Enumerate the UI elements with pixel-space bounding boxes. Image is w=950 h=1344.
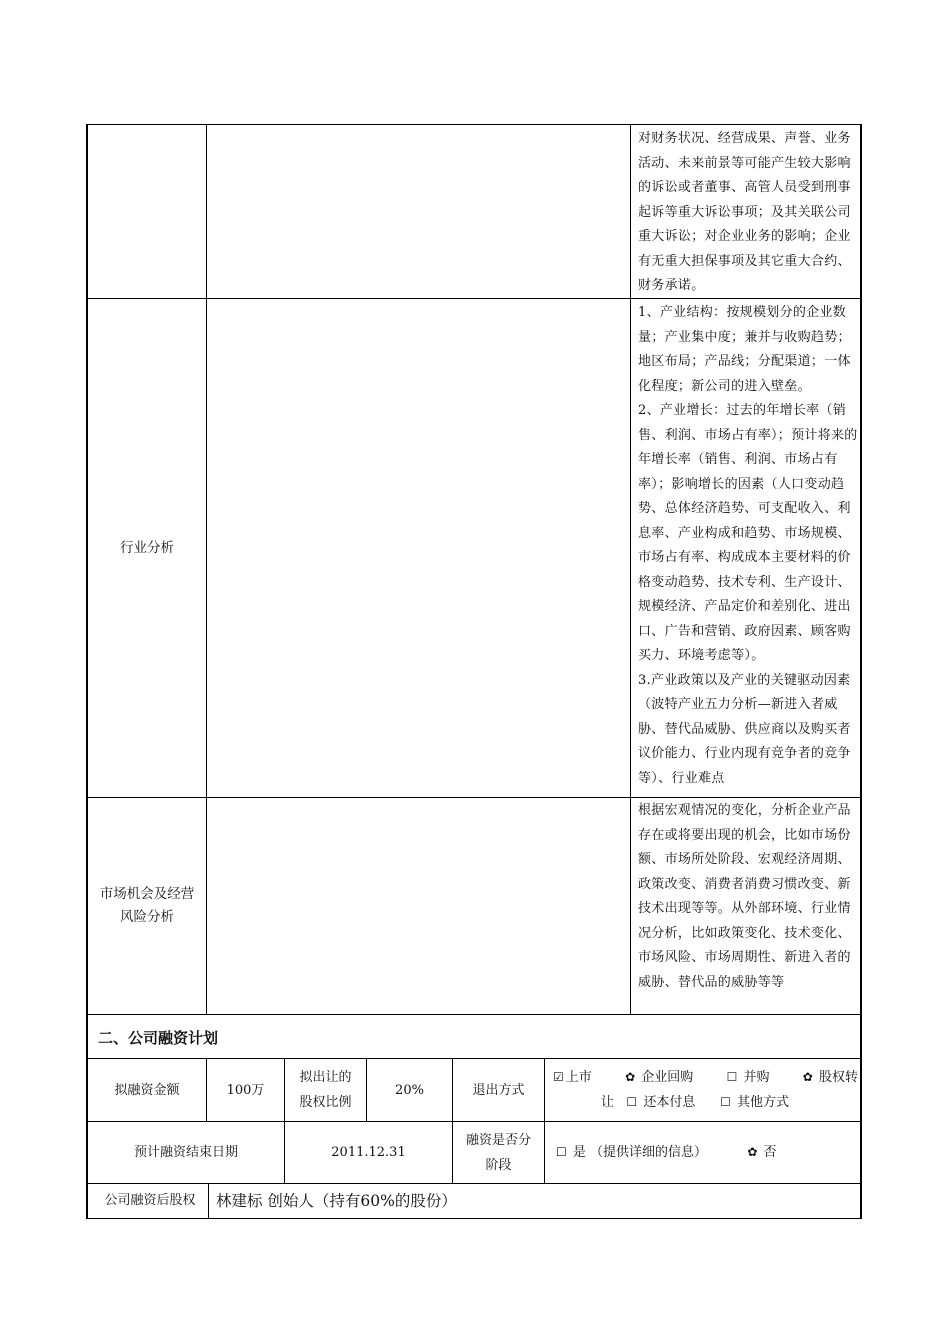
staged-option-yes-label: 是 （提供详细的信息） xyxy=(572,1145,708,1160)
exit-option-equity-transfer-label: 股权转 xyxy=(818,1070,858,1085)
equity-ratio-label-line1: 拟出让的 xyxy=(299,1070,352,1085)
industry-note-growth: 2、产业增长：过去的年增长率（销售、利润、市场占有率）；预计将来的年增长率（销售、利润、市场占有率）；影响增长的因素（人口变动趋势、总体经济趋势、可支配收入、利息率、产业构成和趋势、市场规模、市场占有率、构成成本主要材料的价格变动趋势、技术专利、生产设计、规模经济、产品定价和差别化、进出口、广告和营销、政府因素、顾客购买力、环境考虑等）。 xyxy=(638,403,858,663)
industry-note-structure: 1、产业结构：按规模划分的企业数量；产业集中度；兼并与收购趋势；地区布局；产品线；分配渠道；一体化程度；新公司的进入壁垒。 xyxy=(638,305,851,394)
staged-option-no-label: 否 xyxy=(763,1145,777,1160)
table-bottom-border xyxy=(86,1218,862,1219)
industry-analysis-notes xyxy=(638,301,858,791)
section-title-financing-plan: 二、公司融资计划 xyxy=(98,1029,219,1047)
exit-method-options xyxy=(553,1065,858,1115)
column-divider xyxy=(630,124,631,1014)
checkbox-icon: ☐ xyxy=(720,1095,731,1109)
financing-end-date-value: 2011.12.31 xyxy=(331,1145,406,1160)
column-divider xyxy=(208,1183,209,1218)
table-right-border xyxy=(860,124,862,1219)
staged-financing-label xyxy=(453,1122,544,1183)
flower-bullet-icon: ✿ xyxy=(625,1070,636,1084)
market-risk-note: 根据宏观情况的变化，分析企业产品存在或将要出现的机会，比如市场份额、市场所处阶段、宏观经济周期、政策改变、消费者消费习惯改变、新技术出现等等。从外部环境、行业情况分析，比如政策变化、技术变化、市场风险、市场周期性、新进入者的威胁、替代品的威胁等等 xyxy=(638,803,851,990)
checked-box-icon: ☑ xyxy=(553,1070,564,1084)
table-top-border xyxy=(86,124,862,125)
column-divider xyxy=(544,1058,545,1183)
financing-end-date-label: 预计融资结束日期 xyxy=(133,1145,238,1160)
exit-option-buyback[interactable] xyxy=(625,1065,693,1090)
financing-amount-value: 100万 xyxy=(226,1082,265,1098)
market-risk-label xyxy=(88,798,206,1014)
industry-analysis-label: 行业分析 xyxy=(120,539,174,556)
exit-option-other-label: 其他方式 xyxy=(737,1095,790,1110)
staged-financing-options xyxy=(556,1140,856,1165)
market-risk-label-line2: 风险分析 xyxy=(120,909,174,925)
post-financing-equity-value: 林建标 创始人（持有60%的股份） xyxy=(216,1192,457,1210)
row-divider xyxy=(86,1183,862,1184)
exit-option-repayment-label: 还本付息 xyxy=(643,1095,696,1110)
exit-option-ipo[interactable] xyxy=(553,1065,592,1090)
staged-option-no[interactable] xyxy=(747,1145,776,1160)
exit-method-label: 退出方式 xyxy=(472,1082,525,1098)
post-financing-equity-label: 公司融资后股权 xyxy=(104,1193,196,1208)
exit-option-repayment[interactable] xyxy=(626,1095,695,1110)
staged-option-yes[interactable] xyxy=(556,1145,707,1160)
exit-option-ipo-label: 上市 xyxy=(565,1070,592,1085)
exit-option-merger[interactable] xyxy=(727,1065,770,1090)
exit-option-merger-label: 并购 xyxy=(743,1070,770,1085)
checkbox-icon: ☐ xyxy=(626,1095,638,1109)
exit-option-equity-transfer-label-cont: 让 xyxy=(601,1095,615,1110)
flower-bullet-icon: ✿ xyxy=(747,1145,758,1159)
row-divider xyxy=(86,1014,862,1015)
exit-option-equity-transfer[interactable] xyxy=(803,1065,858,1090)
exit-option-other[interactable] xyxy=(720,1095,789,1110)
checkbox-icon: ☐ xyxy=(726,1070,738,1084)
industry-note-policy: 3.产业政策以及产业的关键驱动因素（波特产业五力分析—新进入者威胁、替代品威胁、供应商以及购买者议价能力、行业内现有竞争者的竞争等）、行业难点 xyxy=(638,672,851,786)
exit-option-buyback-label: 企业回购 xyxy=(641,1070,694,1085)
financing-amount-label: 拟融资金额 xyxy=(114,1082,180,1098)
staged-financing-label-line2: 阶段 xyxy=(485,1157,512,1173)
flower-bullet-icon: ✿ xyxy=(802,1070,813,1084)
equity-ratio-label xyxy=(285,1059,366,1121)
litigation-note: 对财务状况、经营成果、声誉、业务活动、未来前景等可能产生较大影响的诉讼或者董事、高管人员受到刑事起诉等重大诉讼事项；及其关联公司重大诉讼；对企业业务的影响；企业有无重大担保事项及其它重大合约、财务承诺。 xyxy=(638,131,851,293)
market-risk-label-line1: 市场机会及经营 xyxy=(99,886,195,902)
staged-financing-label-line1: 融资是否分 xyxy=(465,1132,531,1148)
column-divider xyxy=(206,124,207,1014)
equity-ratio-label-line2: 股权比例 xyxy=(299,1095,352,1110)
equity-ratio-value: 20% xyxy=(395,1082,424,1098)
checkbox-icon: ☐ xyxy=(556,1145,567,1159)
